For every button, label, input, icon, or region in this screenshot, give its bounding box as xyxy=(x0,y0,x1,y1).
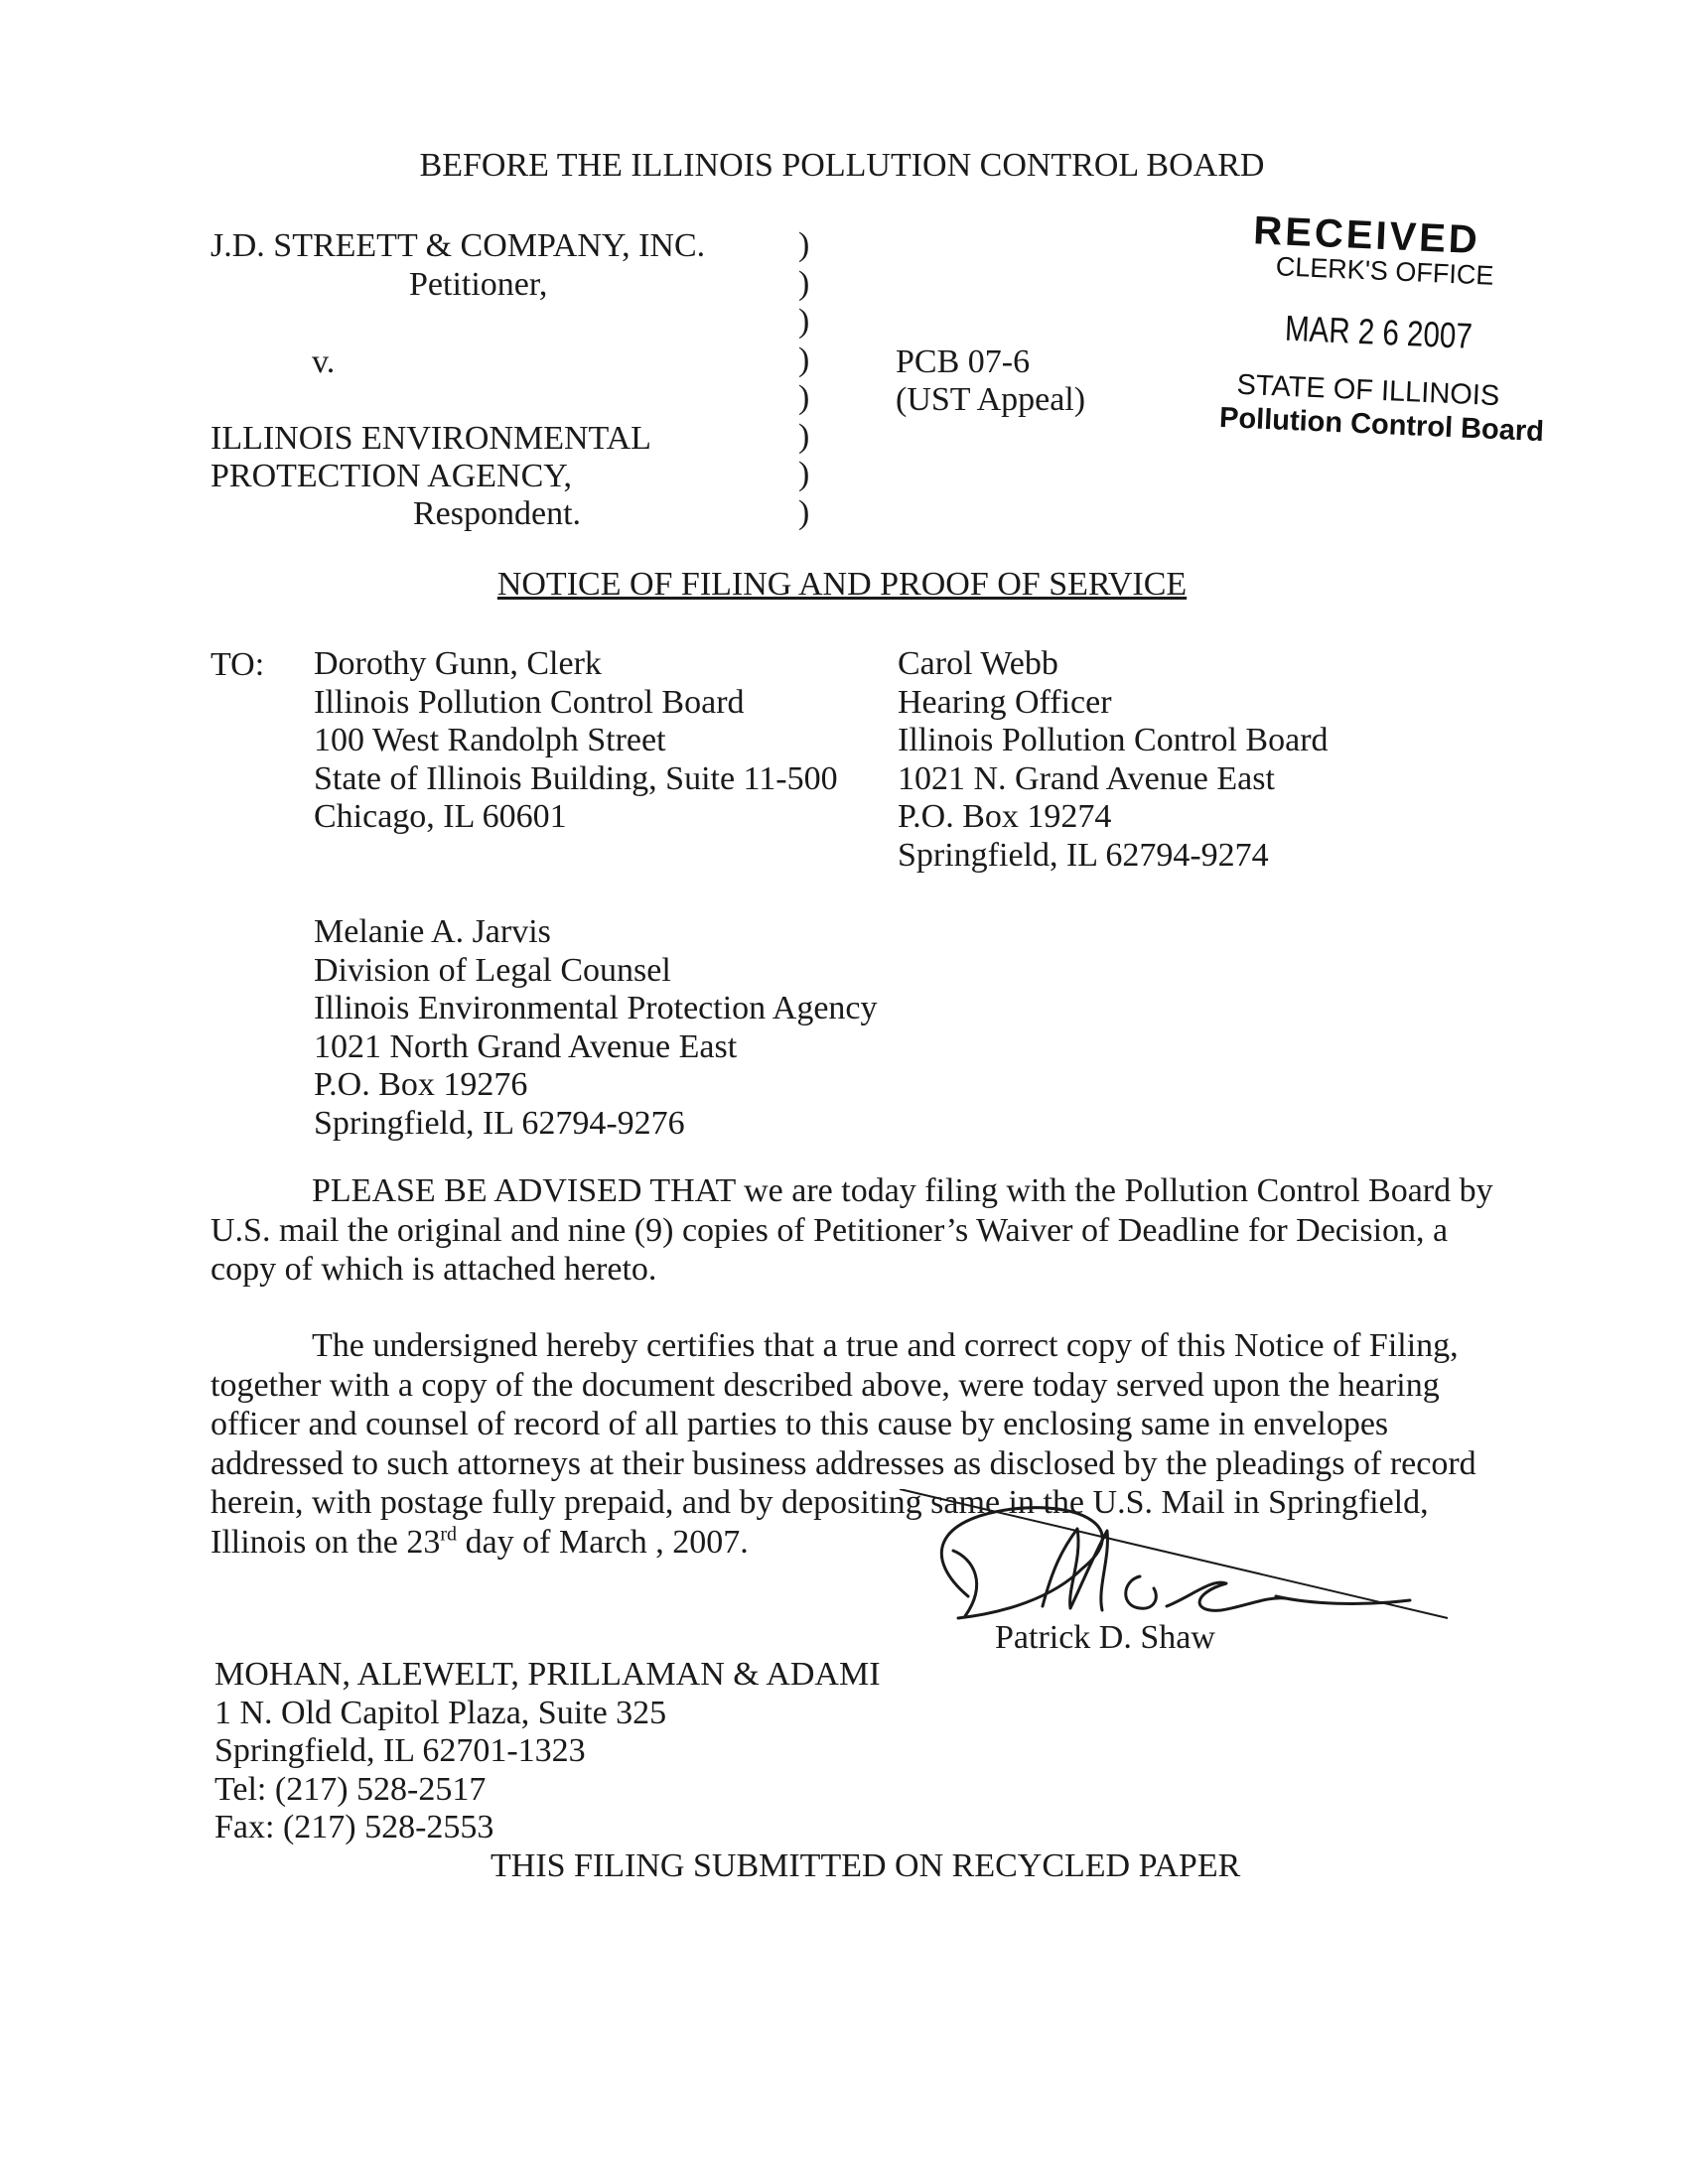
address-line: Chicago, IL 60601 xyxy=(314,798,567,835)
address-line: Illinois Pollution Control Board xyxy=(898,722,1329,758)
caption-paren: ) xyxy=(798,456,810,492)
signature-line xyxy=(900,1489,1448,1618)
recipient-agency-counsel xyxy=(314,913,878,1143)
address-line: Illinois Pollution Control Board xyxy=(314,683,745,721)
stamp-state: STATE OF ILLINOIS xyxy=(1235,368,1500,413)
to-label: TO: xyxy=(210,646,265,683)
caption-paren: ) xyxy=(798,303,810,340)
certification-ordinal: rd xyxy=(440,1523,458,1546)
board-heading: BEFORE THE ILLINOIS POLLUTION CONTROL BOARD xyxy=(419,147,1265,184)
caption-paren: ) xyxy=(798,226,810,263)
address-line: Illinois Environmental Protection Agency xyxy=(314,990,878,1026)
caption-paren: ) xyxy=(798,379,810,416)
firm-phone: Tel: (217) 528-2517 xyxy=(214,1770,487,1808)
petitioner-name: J.D. STREETT & COMPANY, INC. xyxy=(210,227,706,264)
address-line: P.O. Box 19274 xyxy=(898,798,1112,835)
caption-paren-column xyxy=(798,226,809,532)
firm-block xyxy=(214,1656,881,1847)
received-stamp xyxy=(1214,207,1552,460)
address-line: P.O. Box 19276 xyxy=(314,1066,528,1103)
signature-name: Patrick D. Shaw xyxy=(995,1619,1215,1656)
versus-label: v. xyxy=(312,343,336,380)
address-line: State of Illinois Building, Suite 11-500 xyxy=(314,759,838,797)
address-line: Springfield, IL 62794-9276 xyxy=(314,1104,685,1142)
address-line: Hearing Officer xyxy=(898,683,1112,721)
recipient-hearing-officer xyxy=(898,645,1329,875)
notice-title: NOTICE OF FILING AND PROOF OF SERVICE xyxy=(496,566,1188,603)
address-line: 1021 N. Grand Avenue East xyxy=(898,759,1275,797)
recipient-clerk xyxy=(314,645,838,837)
stamp-date: MAR 2 6 2007 xyxy=(1284,307,1474,356)
firm-fax: Fax: (217) 528-2553 xyxy=(214,1809,494,1845)
case-type: (UST Appeal) xyxy=(896,381,1086,418)
stamp-office: CLERK'S OFFICE xyxy=(1275,251,1495,291)
address-line: 1021 North Grand Avenue East xyxy=(314,1027,738,1065)
recycled-paper-footer: THIS FILING SUBMITTED ON RECYCLED PAPER xyxy=(491,1847,1241,1884)
firm-name: MOHAN, ALEWELT, PRILLAMAN & ADAMI xyxy=(214,1656,881,1693)
address-line: Melanie A. Jarvis xyxy=(314,913,551,950)
address-line: Dorothy Gunn, Clerk xyxy=(314,645,602,682)
respondent-name-line-1: ILLINOIS ENVIRONMENTAL xyxy=(210,420,651,457)
firm-address: 1 N. Old Capitol Plaza, Suite 325 xyxy=(214,1694,667,1731)
caption-paren: ) xyxy=(798,493,810,531)
address-line: Carol Webb xyxy=(898,645,1058,682)
advised-paragraph xyxy=(210,1171,1497,1290)
firm-city: Springfield, IL 62701-1323 xyxy=(214,1732,586,1769)
advised-text: PLEASE BE ADVISED THAT we are today filing with the Pollution Control Board by U.S. mail the original and nine (9) copies of Petitioner’s Waiver of Deadline for Decision, a copy of which is attached hereto. xyxy=(210,1172,1493,1289)
caption-paren: ) xyxy=(798,264,810,302)
respondent-name-line-2: PROTECTION AGENCY, xyxy=(210,458,572,494)
case-number: PCB 07-6 xyxy=(896,343,1031,380)
address-line: Division of Legal Counsel xyxy=(314,951,671,989)
caption-paren: ) xyxy=(798,341,810,378)
respondent-role: Respondent. xyxy=(413,495,582,532)
stamp-received: RECEIVED xyxy=(1252,208,1481,263)
stamp-board: Pollution Control Board xyxy=(1218,401,1545,449)
petitioner-role: Petitioner, xyxy=(409,266,548,303)
certification-text: The undersigned hereby certifies that a true and correct copy of this Notice of Filing, together with a copy of the document described above, were today served upon the hearing officer and counsel of record of all parties to this cause by enclosing same in envelopes addressed to such attorneys at their business addresses as disclosed by the pleadings of record herein, with postage fully prepaid, and by depositing same in the U.S. Mail in Springfield, Illinois on the 23 xyxy=(210,1327,1476,1561)
caption-paren: ) xyxy=(798,417,810,455)
address-line: 100 West Randolph Street xyxy=(314,722,666,758)
address-line: Springfield, IL 62794-9274 xyxy=(898,836,1269,874)
certification-date: day of March , 2007. xyxy=(457,1523,749,1561)
